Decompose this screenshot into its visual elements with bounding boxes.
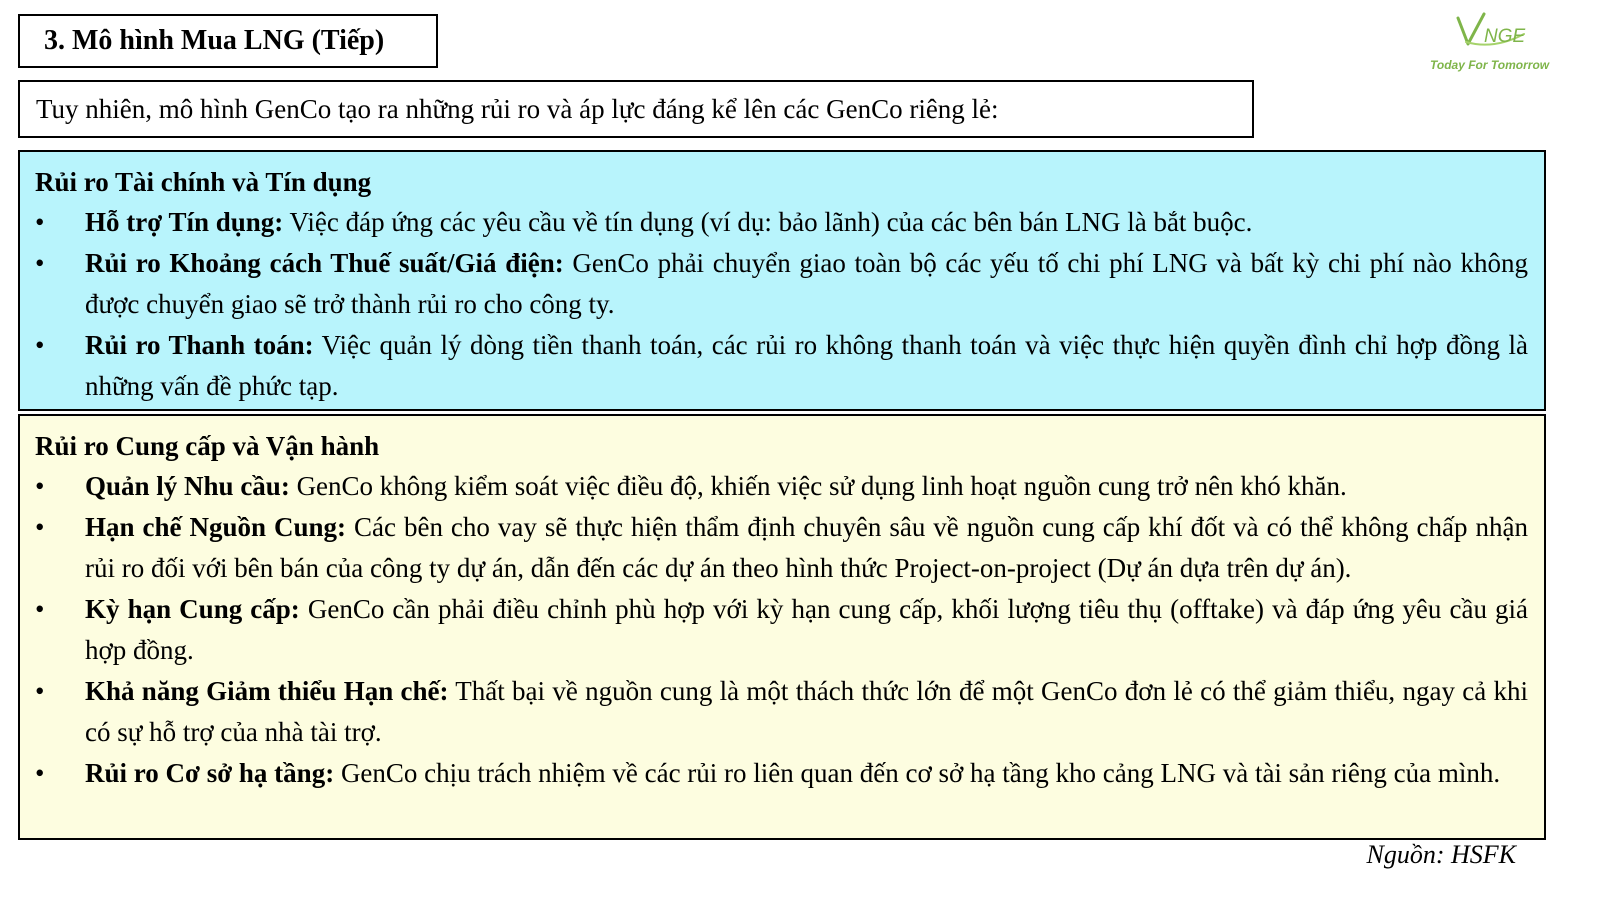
risk-description: GenCo phải chuyển giao toàn bộ các yếu tố chi phí LNG và bất kỳ chi phí nào không được chuyển giao sẽ trở thành rủi ro cho công ty. <box>85 248 1528 319</box>
risk-term: Khả năng Giảm thiểu Hạn chế: <box>85 676 449 706</box>
financial-credit-risks-panel <box>18 150 1546 411</box>
supply-risks-heading: Rủi ro Cung cấp và Vận hành <box>35 431 380 461</box>
vnge-wordmark-logo <box>1454 12 1544 52</box>
risk-term: Hỗ trợ Tín dụng: <box>85 207 284 237</box>
source-note: Nguồn: HSFK <box>1366 840 1516 869</box>
risk-term: Quản lý Nhu cầu: <box>85 471 290 501</box>
bullet-icon: • <box>35 248 45 278</box>
risk-description: Việc đáp ứng các yêu cầu về tín dụng (ví dụ: bảo lãnh) của các bên bán LNG là bắt buộc. <box>283 207 1253 237</box>
supply-risks-list <box>35 466 1528 794</box>
list-item <box>35 466 1528 507</box>
bullet-icon: • <box>35 471 45 501</box>
risk-description: Việc quản lý dòng tiền thanh toán, các rủi ro không thanh toán và việc thực hiện quyền đình chỉ hợp đồng là những vấn đề phức tạp. <box>85 330 1528 401</box>
list-item <box>35 753 1528 794</box>
list-item <box>35 671 1528 753</box>
intro-statement <box>18 80 1254 138</box>
bullet-icon: • <box>35 207 45 237</box>
supply-operation-risks-panel <box>18 414 1546 840</box>
list-item <box>35 589 1528 671</box>
list-item <box>35 507 1528 589</box>
risk-description: GenCo không kiểm soát việc điều độ, khiến việc sử dụng linh hoạt nguồn cung trở nên khó khăn. <box>289 471 1347 501</box>
bullet-icon: • <box>35 758 45 788</box>
risk-term: Rủi ro Cơ sở hạ tầng: <box>85 758 335 788</box>
risk-description: GenCo cần phải điều chỉnh phù hợp với kỳ hạn cung cấp, khối lượng tiêu thụ (offtake) và đáp ứng yêu cầu giá hợp đồng. <box>85 594 1528 665</box>
logo-tagline: Today For Tomorrow <box>1430 58 1550 72</box>
risk-term: Hạn chế Nguồn Cung: <box>85 512 347 542</box>
slide-title-text: 3. Mô hình Mua LNG (Tiếp) <box>44 25 385 56</box>
financial-risks-heading: Rủi ro Tài chính và Tín dụng <box>35 167 372 197</box>
vnge-logo <box>1420 6 1570 76</box>
list-item <box>35 325 1528 407</box>
risk-term: Rủi ro Thanh toán: <box>85 330 314 360</box>
list-item <box>35 243 1528 325</box>
risk-description: Thất bại về nguồn cung là một thách thức lớn để một GenCo đơn lẻ có thể giảm thiểu, ngay cả khi có sự hỗ trợ của nhà tài trợ. <box>85 676 1528 747</box>
bullet-icon: • <box>35 594 45 624</box>
bullet-icon: • <box>35 676 45 706</box>
risk-term: Kỳ hạn Cung cấp: <box>85 594 300 624</box>
list-item <box>35 202 1528 243</box>
intro-text: Tuy nhiên, mô hình GenCo tạo ra những rủi ro và áp lực đáng kể lên các GenCo riêng lẻ: <box>36 93 999 124</box>
bullet-icon: • <box>35 330 45 360</box>
financial-risks-list <box>35 202 1528 407</box>
slide-title <box>18 14 438 68</box>
svg-text:NGE: NGE <box>1484 26 1526 47</box>
risk-term: Rủi ro Khoảng cách Thuế suất/Giá điện: <box>85 248 564 278</box>
risk-description: Các bên cho vay sẽ thực hiện thẩm định chuyên sâu về nguồn cung cấp khí đốt và có thể không chấp nhận rủi ro đối với bên bán của công ty dự án, dẫn đến các dự án theo hình thức Project-on-project (Dự án dựa trên dự án). <box>85 512 1528 583</box>
bullet-icon: • <box>35 512 45 542</box>
risk-description: GenCo chịu trách nhiệm về các rủi ro liên quan đến cơ sở hạ tầng kho cảng LNG và tài sản riêng của mình. <box>334 758 1501 788</box>
